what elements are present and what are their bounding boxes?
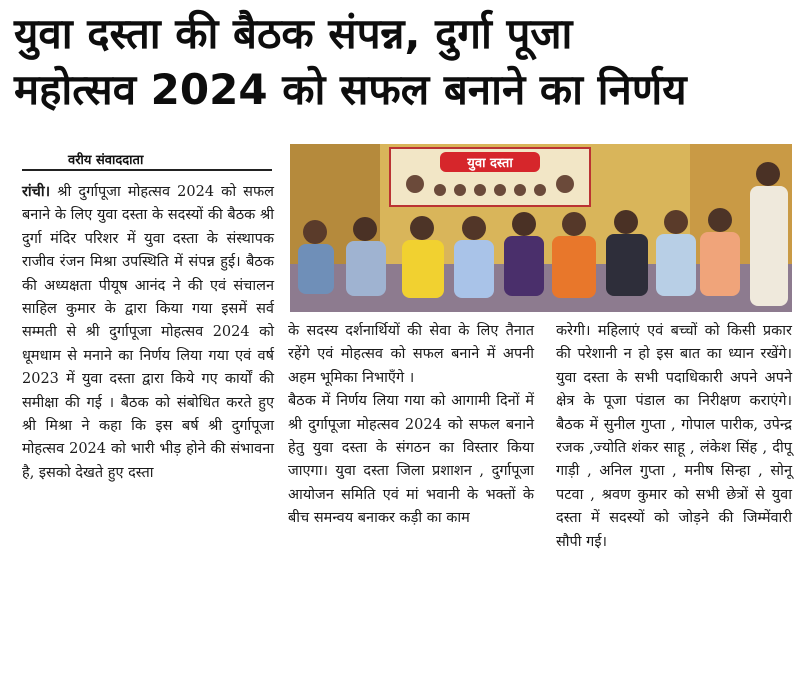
article-text: श्री दुर्गापूजा मोहत्सव 2024 को सफल बनाने के लिए युवा दस्ता के सदस्यों की बैठक श्री दुर्गा मंदिर परिशर में युवा दस्ता के संस्थापक राजीव रंजन मिश्रा उपस्थिति में संपन्न हुई। बैठक की अध्यक्षता पीयूष आनंद ने की एवं संचालन साहिल कुमार के द्वारा किया गया इसमें सर्व सम्मती से श्री दुर्गापूजा मोहत्सव 2024 को धूमधाम से मनाने का निर्णय लिया गया एवं वर्ष 2023 में युवा दस्ता द्वारा किये गए कार्यों की समीक्षा की गई । बैठक को संबोधित करते हुए श्री मिश्रा ने कहा कि इस बर्ष श्री दुर्गापूजा मोहत्सव 2024 को भारी भीड़ होने की संभावना है, इसको देखते हुए दस्ता — [22, 184, 274, 481]
article-paragraph: करेगी। महिलाएं एवं बच्चों को किसी प्रकार की परेशानी न हो इस बात का ध्यान रखेंगे। युवा दस्ता के सभी पदाधिकारी अपने अपने क्षेत्र के पूजा पंडाल का निरीक्षण कराएंगे। बैठक में सुनील गुप्ता , गोपाल पारीक, उपेन्द्र रजक ,ज्योति शंकर साहू , लंकेश सिंह , दीपू गाड़ी , अनिल गुप्ता , मनीष सिन्हा , सोनू पटवा , श्रवण कुमार को सभी छेत्रों से युवा दस्ता में सदस्यों को जोड़ने की जिम्मेंवारी सौपी गई। — [556, 323, 792, 550]
article-column-3 — [556, 320, 792, 554]
banner-title: युवा दस्ता — [467, 156, 513, 171]
meeting-photo-illustration — [290, 144, 792, 312]
article-paragraph: बैठक में निर्णय लिया गया को आगामी दिनों में श्री दुर्गापूजा मोहत्सव 2024 को सफल बनाने हेतु युवा दस्ता के संगठन का विस्तार किया जाएगा। युवा दस्ता जिला प्रशाशन , दुर्गापूजा आयोजन समिति एवं मां भवानी के भक्तों के बीच समन्वय बनाकर कड़ी का काम — [288, 393, 534, 527]
byline-rule — [22, 169, 272, 171]
headline-line-2: महोत्सव 2024 को सफल बनाने का निर्णय — [14, 65, 687, 114]
headline — [14, 6, 790, 118]
article-column-2 — [288, 320, 534, 531]
article-column-1 — [22, 180, 274, 485]
headline-line-1: युवा दस्ता की बैठक संपन्न, दुर्गा पूजा — [14, 9, 573, 58]
article-paragraph — [22, 180, 274, 485]
meeting-photo — [290, 144, 792, 312]
article-paragraph: के सदस्य दर्शनार्थियों की सेवा के लिए तैनात रहेंगे एवं मोहत्सव को सफल बनाने में अपनी अहम भूमिका निभाएँगे । — [288, 323, 534, 386]
dateline: रांची। — [22, 183, 51, 200]
byline: वरीय संवाददाता — [68, 153, 144, 168]
